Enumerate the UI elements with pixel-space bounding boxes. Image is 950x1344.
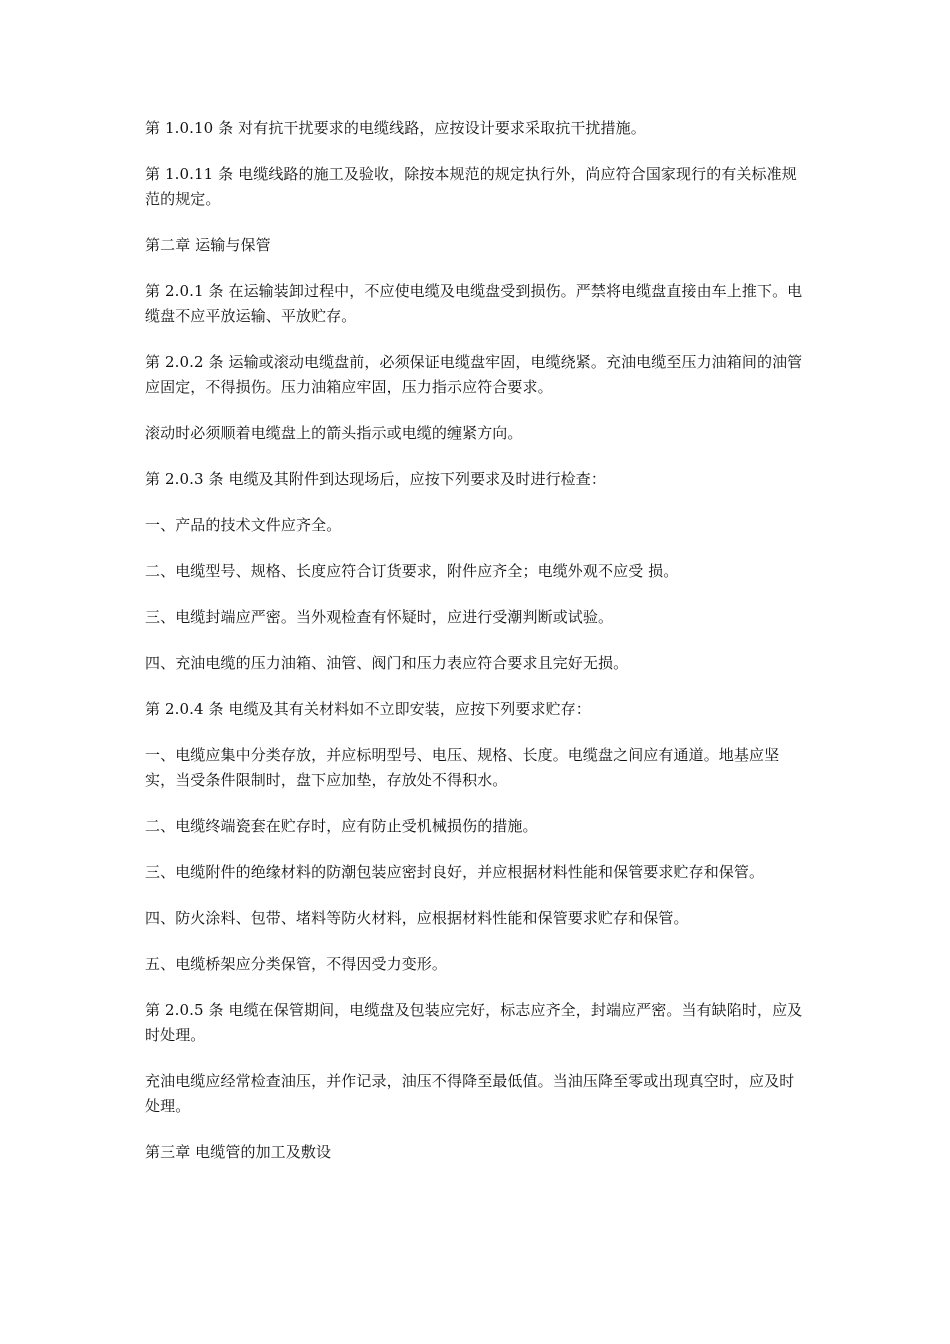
clause-2-0-3-item-1: 一、产品的技术文件应齐全。 — [145, 516, 342, 534]
clause-2-0-2-continued: 滚动时必须顺着电缆盘上的箭头指示或电缆的缠紧方向。 — [145, 424, 523, 442]
clause-2-0-3-item-2: 二、电缆型号、规格、长度应符合订货要求，附件应齐全；电缆外观不应受 损。 — [145, 562, 679, 580]
document-body — [145, 116, 809, 1186]
clause-1-0-10: 第 1.0.10 条 对有抗干扰要求的电缆线路，应按设计要求采取抗干扰措施。 — [145, 119, 646, 137]
chapter-3-heading: 第三章 电缆管的加工及敷设 — [145, 1143, 332, 1161]
chapter-2-heading: 第二章 运输与保管 — [145, 236, 271, 254]
clause-2-0-2: 第 2.0.2 条 运输或滚动电缆盘前，必须保证电缆盘牢固，电缆绕紧。充油电缆至压力油箱间的油管应固定，不得损伤。压力油箱应牢固，压力指示应符合要求。 — [145, 353, 803, 396]
clause-2-0-4-item-4: 四、防火涂料、包带、堵料等防火材料，应根据材料性能和保管要求贮存和保管。 — [145, 909, 689, 927]
clause-2-0-4: 第 2.0.4 条 电缆及其有关材料如不立即安装，应按下列要求贮存： — [145, 700, 591, 718]
clause-2-0-1: 第 2.0.1 条 在运输装卸过程中，不应使电缆及电缆盘受到损伤。严禁将电缆盘直接由车上推下。电缆盘不应平放运输、平放贮存。 — [145, 282, 803, 325]
clause-2-0-3: 第 2.0.3 条 电缆及其附件到达现场后，应按下列要求及时进行检查： — [145, 470, 606, 488]
clause-2-0-3-item-4: 四、充油电缆的压力油箱、油管、阀门和压力表应符合要求且完好无损。 — [145, 654, 629, 672]
clause-2-0-4-item-5: 五、电缆桥架应分类保管，不得因受力变形。 — [145, 955, 448, 973]
clause-2-0-5: 第 2.0.5 条 电缆在保管期间，电缆盘及包装应完好，标志应齐全，封端应严密。当有缺陷时，应及时处理。 — [145, 1001, 803, 1044]
clause-1-0-11: 第 1.0.11 条 电缆线路的施工及验收，除按本规范的规定执行外，尚应符合国家现行的有关标准规范的规定。 — [145, 165, 797, 208]
clause-2-0-4-item-1: 一、电缆应集中分类存放，并应标明型号、电压、规格、长度。电缆盘之间应有通道。地基应坚实，当受条件限制时，盘下应加垫，存放处不得积水。 — [145, 746, 780, 789]
clause-2-0-3-item-3: 三、电缆封端应严密。当外观检查有怀疑时，应进行受潮判断或试验。 — [145, 608, 614, 626]
clause-2-0-4-item-2: 二、电缆终端瓷套在贮存时，应有防止受机械损伤的措施。 — [145, 817, 538, 835]
clause-2-0-5-continued: 充油电缆应经常检查油压，并作记录，油压不得降至最低值。当油压降至零或出现真空时，应及时处理。 — [145, 1072, 795, 1115]
clause-2-0-4-item-3: 三、电缆附件的绝缘材料的防潮包装应密封良好，并应根据材料性能和保管要求贮存和保管。 — [145, 863, 765, 881]
